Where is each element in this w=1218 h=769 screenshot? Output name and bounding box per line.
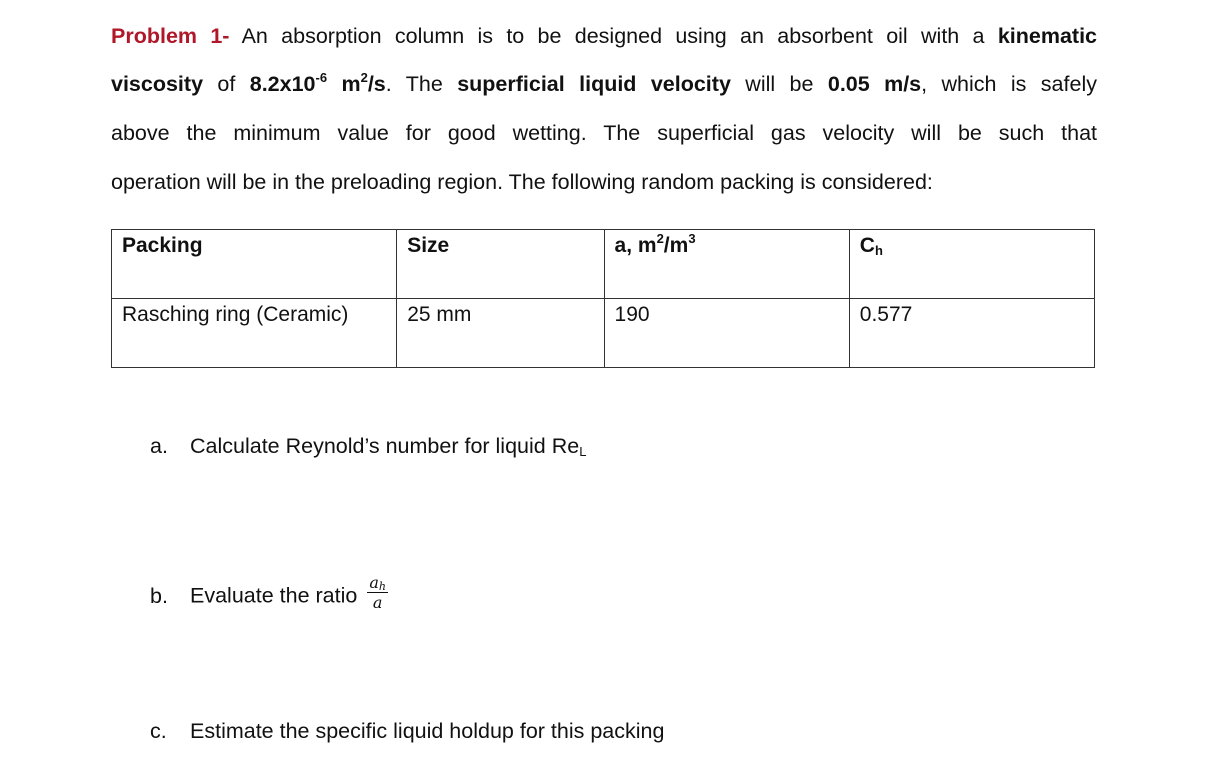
text-segment: . The — [385, 72, 458, 96]
table-row — [112, 299, 1095, 368]
viscosity-value — [250, 72, 386, 96]
header-area — [604, 230, 849, 299]
text-segment: An absorption column is to be designed using an absorbent oil with a — [229, 24, 998, 48]
problem-line-1 — [111, 21, 1097, 51]
reynolds-subscript: L — [579, 444, 587, 459]
fraction-denominator: a — [372, 593, 383, 612]
text-segment: , which is safely — [921, 72, 1097, 96]
numerator-subscript: h — [378, 580, 386, 593]
header-ch-text: C — [859, 234, 875, 257]
header-ch — [849, 230, 1094, 299]
question-letter: b. — [150, 583, 168, 608]
bold-term: superficial liquid velocity — [457, 72, 731, 96]
fraction-numerator — [367, 575, 388, 593]
text-segment: will be — [730, 72, 828, 96]
problem-line-4: operation will be in the preloading region. The following random packing is considered: — [111, 170, 933, 194]
question-letter: a. — [150, 434, 168, 458]
question-text: Estimate the specific liquid holdup for this packing — [190, 719, 665, 743]
problem-line-2 — [111, 69, 1097, 99]
question-b — [150, 573, 388, 615]
packing-table — [111, 229, 1095, 368]
table-header-row — [112, 230, 1095, 299]
problem-line-3: above the minimum value for good wetting. The superficial gas velocity will be such that — [111, 121, 1097, 145]
header-size: Size — [397, 230, 604, 299]
question-letter: c. — [150, 719, 167, 743]
cell-area: 190 — [604, 299, 849, 368]
header-area-text: a, m — [614, 234, 657, 257]
header-area-mid: /m — [663, 234, 689, 257]
bold-term: kinematic — [997, 24, 1097, 48]
cell-ch: 0.577 — [849, 299, 1094, 368]
question-a — [150, 431, 586, 461]
viscosity-unit-tail: /s — [367, 72, 386, 96]
header-ch-sub: h — [874, 243, 883, 258]
problem-label: Problem 1- — [111, 24, 230, 48]
header-area-exp2: 3 — [688, 231, 696, 246]
viscosity-mantissa: 8.2x10 — [249, 72, 316, 96]
ratio-fraction — [367, 575, 388, 611]
question-c — [150, 716, 664, 746]
header-area-exp1: 2 — [656, 231, 664, 246]
unit-exponent: 2 — [360, 70, 368, 85]
velocity-value: 0.05 m/s — [827, 72, 922, 96]
header-packing: Packing — [112, 230, 397, 299]
cell-size: 25 mm — [397, 299, 604, 368]
question-text: Calculate Reynold’s number for liquid Re — [190, 434, 580, 458]
bold-term: viscosity — [111, 72, 204, 96]
question-text: Evaluate the ratio — [190, 583, 358, 608]
viscosity-exponent: -6 — [315, 70, 328, 85]
cell-packing: Rasching ring (Ceramic) — [112, 299, 397, 368]
viscosity-unit: m — [327, 72, 361, 96]
numerator-symbol: a — [369, 573, 379, 592]
text-segment: of — [203, 72, 250, 96]
